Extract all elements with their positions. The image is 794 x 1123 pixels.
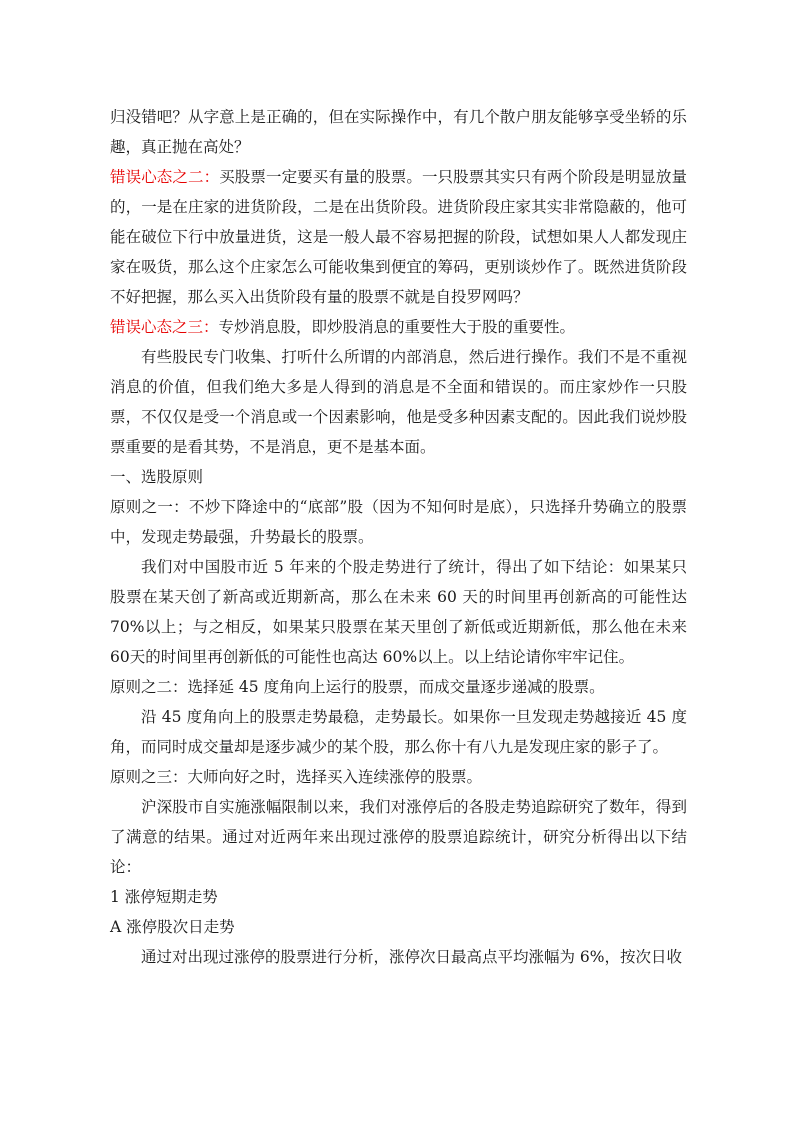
principle-two: 原则之二：选择延 45 度角向上运行的股票，而成交量逐步递减的股票。 xyxy=(110,678,605,696)
subheading-next-day: A 涨停股次日走势 xyxy=(110,918,235,936)
section-heading-stock-selection: 一、选股原则 xyxy=(110,468,204,486)
paragraph-statistics: 我们对中国股市近 5 年来的个股走势进行了统计，得出了如下结论：如果某只股票在某天创了新高或近期新高，那么在未来 60 天的时间里再创新高的可能性达70%以上；与之相反，如果某只股票在某天里创了新低或近期新低，那么他在未来60天的时间里再创新低的可能性也高达 60%以上。以上结论请你牢牢记住。 xyxy=(110,558,687,666)
subheading-short-term: 1 涨停短期走势 xyxy=(110,888,218,906)
document-page xyxy=(110,102,687,972)
paragraph-limit-up-research: 沪深股市自实施涨幅限制以来，我们对涨停后的各股走势追踪研究了数年，得到了满意的结果。通过对近两年来出现过涨停的股票追踪统计，研究分析得出以下结论： xyxy=(110,798,687,876)
paragraph-next-day-analysis: 通过对出现过涨停的股票进行分析，涨停次日最高点平均涨幅为 6%，按次日收 xyxy=(141,948,683,966)
paragraph-mistake-three xyxy=(110,312,687,342)
principle-three: 原则之三：大师向好之时，选择买入连续涨停的股票。 xyxy=(110,768,483,786)
mistake-two-text: 买股票一定要买有量的股票。一只股票其实只有两个阶段是明显放量的，一是在庄家的进货阶段，二是在出货阶段。进货阶段庄家其实非常隐蔽的，他可能在破位下行中放量进货，这是一般人最不容易把握的阶段，试想如果人人都发现庄家在吸货，那么这个庄家怎么可能收集到便宜的筹码，更别谈炒作了。既然进货阶段不好把握，那么买入出货阶段有量的股票不就是自投罗网吗？ xyxy=(110,168,687,306)
mistake-three-text: 专炒消息股，即炒股消息的重要性大于股的重要性。 xyxy=(218,318,576,336)
paragraph-45-degree: 沿 45 度角向上的股票走势最稳，走势最长。如果你一旦发现走势越接近 45 度角，而同时成交量却是逐步减少的某个股，那么你十有八九是发现庄家的影子了。 xyxy=(110,708,687,756)
paragraph-inside-news: 有些股民专门收集、打听什么所谓的内部消息，然后进行操作。我们不是不重视消息的价值，但我们绝大多是人得到的消息是不全面和错误的。而庄家炒作一只股票，不仅仅是受一个消息或一个因素影响，他是受多种因素支配的。因此我们说炒股票重要的是看其势，不是消息，更不是基本面。 xyxy=(110,348,687,456)
paragraph-mistake-two xyxy=(110,162,687,312)
mistake-three-label: 错误心态之三： xyxy=(110,318,219,336)
principle-one: 原则之一：不炒下降途中的“底部”股（因为不知何时是底），只选择升势确立的股票中，发现走势最强，升势最长的股票。 xyxy=(110,498,687,546)
paragraph-continuation: 归没错吧？从字意上是正确的，但在实际操作中，有几个散户朋友能够享受坐轿的乐趣，真正抛在高处？ xyxy=(110,108,687,156)
mistake-two-label: 错误心态之二： xyxy=(110,168,220,186)
